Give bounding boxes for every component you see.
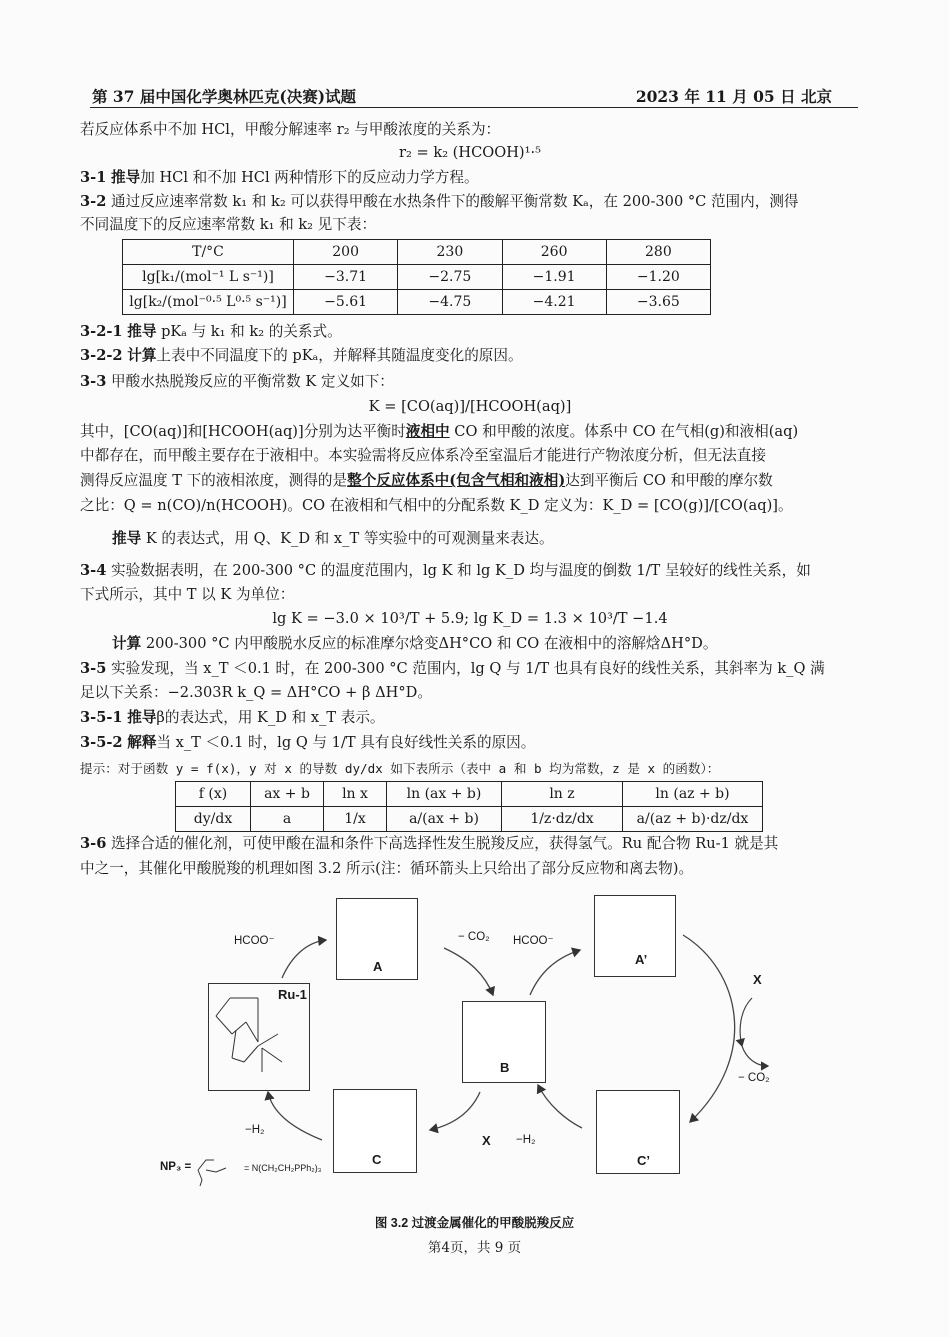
verb: 推导 bbox=[112, 530, 142, 547]
header-date: 2023 年 11 月 05 日 北京 bbox=[635, 87, 832, 106]
q32-num: 3-2 bbox=[80, 193, 107, 210]
text-span: K 的表达式，用 Q、K_D 和 x_T 等实验中的可观测量来表达。 bbox=[141, 530, 554, 547]
q321-verb: 推导 bbox=[127, 323, 157, 340]
hcoo-left-label: HCOO⁻ bbox=[234, 935, 275, 947]
equation-K: K = [CO(aq)]/[HCOOH(aq)] bbox=[368, 398, 572, 415]
q33-body-line4: 之比：Q = n(CO)/n(HCOOH)。CO 在液相和气相中的分配系数 K_D 定义为：K_D = [CO(g)]/[CO(aq)]。 bbox=[80, 497, 793, 514]
table-cell: a bbox=[251, 807, 324, 832]
page-footer: 第4页，共 9 页 bbox=[427, 1240, 522, 1256]
figure-caption: 图 3.2 过渡金属催化的甲酸脱羧反应 bbox=[374, 1216, 575, 1230]
text-span: 达到平衡后 CO 和甲酸的摩尔数 bbox=[565, 472, 773, 489]
q321-num: 3-2-1 bbox=[80, 323, 123, 340]
table-cell: ln z bbox=[502, 782, 623, 807]
q33-text: 甲酸水热脱羧反应的平衡常数 K 定义如下： bbox=[111, 373, 394, 390]
table-cell: f (x) bbox=[176, 782, 251, 807]
hint-line: 提示：对于函数 y = f(x)，y 对 x 的导数 dy/dx 如下表所示（表中 a 和 b 均为常数，z 是 x 的函数）： bbox=[80, 761, 720, 776]
intermediate-box-a-prime bbox=[594, 895, 676, 977]
minus-h2-left-label: −H₂ bbox=[245, 1124, 265, 1136]
arrow-co2-out-right bbox=[742, 1046, 768, 1066]
table-cell: ln x bbox=[324, 782, 387, 807]
header-title: 第 37 届中国化学奥林匹克(决赛)试题 bbox=[92, 87, 357, 106]
q322-text: 上表中不同温度下的 pKₐ，并解释其随温度变化的原因。 bbox=[156, 347, 523, 364]
table-cell: −4.75 bbox=[398, 290, 502, 315]
q32-line2: 不同温度下的反应速率常数 k₁ 和 k₂ 见下表： bbox=[80, 216, 377, 233]
arrow-a-to-b bbox=[444, 948, 493, 995]
box-label: B bbox=[500, 1060, 510, 1075]
q34-text1: 实验数据表明，在 200-300 °C 的温度范围内，lg K 和 lg K_D 均与温度的倒数 1/T 呈较好的线性关系，如 bbox=[111, 562, 811, 579]
q31-text: 加 HCl 和不加 HCl 两种情形下的反应动力学方程。 bbox=[140, 169, 479, 186]
q321-text: pKₐ 与 k₁ 和 k₂ 的关系式。 bbox=[161, 323, 342, 340]
table-cell: 230 bbox=[398, 240, 502, 265]
np3-formula: = N(CH₂CH₂PPh₂)₃ bbox=[244, 1163, 322, 1173]
hcoo-right-label: HCOO⁻ bbox=[513, 935, 554, 947]
arrow-ru1-to-a bbox=[282, 940, 326, 978]
q34-line2: 下式所示，其中 T 以 K 为单位： bbox=[80, 586, 295, 603]
intermediate-box-a bbox=[336, 898, 418, 980]
arrow-b-to-a-prime bbox=[530, 950, 580, 995]
q36-line2: 中之一，其催化甲酸脱羧的机理如图 3.2 所示(注：循环箭头上只给出了部分反应物和离去物)。 bbox=[80, 860, 694, 877]
box-label: C’ bbox=[637, 1153, 650, 1168]
arrow-b-to-c bbox=[430, 1092, 480, 1130]
table-cell: 1/x bbox=[324, 807, 387, 832]
intermediate-box-b bbox=[462, 1001, 546, 1083]
table-cell: 280 bbox=[606, 240, 710, 265]
q31-num: 3-1 bbox=[80, 169, 107, 186]
text-span: 测得反应温度 T 下的液相浓度，测得的是 bbox=[80, 472, 348, 489]
q36-num: 3-6 bbox=[80, 835, 107, 852]
x-right-label: X bbox=[753, 972, 762, 987]
table-cell: 200 bbox=[294, 240, 398, 265]
table-cell: lg[k₂/(mol⁻⁰·⁵ L⁰·⁵ s⁻¹)] bbox=[123, 290, 294, 315]
table-cell: −3.65 bbox=[606, 290, 710, 315]
q351-text: β的表达式，用 K_D 和 x_T 表示。 bbox=[156, 709, 385, 726]
box-label: C bbox=[372, 1152, 382, 1167]
q35-text1: 实验发现，当 x_T ＜0.1 时，在 200-300 °C 范围内，lg Q 与 1/T 也具有良好的线性关系，其斜率为 k_Q 满 bbox=[111, 660, 825, 677]
q322-verb: 计算 bbox=[127, 347, 157, 364]
q32-text1: 通过反应速率常数 k₁ 和 k₂ 可以获得甲酸在水热条件下的酸解平衡常数 Kₐ，在 200-300 °C 范围内，测得 bbox=[111, 193, 799, 210]
minus-co2-top-label: − CO₂ bbox=[458, 931, 490, 943]
table-cell: ax + b bbox=[251, 782, 324, 807]
minus-h2-bottom-label: −H₂ bbox=[516, 1134, 536, 1146]
q352-num: 3-5-2 bbox=[80, 734, 123, 751]
table-cell: ln (ax + b) bbox=[387, 782, 502, 807]
arrow-c-prime-to-b bbox=[538, 1085, 582, 1128]
arrow-x-in-right bbox=[740, 998, 752, 1046]
ru1-box bbox=[208, 983, 310, 1091]
underlined-text: 液相中 bbox=[405, 423, 450, 440]
arrow-a-prime-to-c-prime bbox=[683, 935, 735, 1122]
text-span: 其中，[CO(aq)]和[HCOOH(aq)]分别为达平衡时 bbox=[80, 423, 406, 440]
q352-text: 当 x_T ＜0.1 时，lg Q 与 1/T 具有良好线性关系的原因。 bbox=[156, 734, 536, 751]
table-cell: 260 bbox=[502, 240, 606, 265]
table-cell: −1.20 bbox=[606, 265, 710, 290]
q35-num: 3-5 bbox=[80, 660, 107, 677]
box-label: A’ bbox=[635, 952, 648, 967]
q34-equation: lg K = −3.0 × 10³/T + 5.9; lg K_D = 1.3 × 10³/T −1.4 bbox=[272, 610, 668, 627]
q351-num: 3-5-1 bbox=[80, 709, 123, 726]
q351-verb: 推导 bbox=[127, 709, 157, 726]
q33-body-line2: 中都存在，而甲酸主要存在于液相中。本实验需将反应体系冷至室温后才能进行产物浓度分析，但无法直接 bbox=[80, 447, 766, 464]
table-cell: a/(az + b)·dz/dx bbox=[623, 807, 763, 832]
table-cell: 1/z·dz/dx bbox=[502, 807, 623, 832]
table-cell: −3.71 bbox=[294, 265, 398, 290]
table-cell: −2.75 bbox=[398, 265, 502, 290]
table-cell: T/°C bbox=[123, 240, 294, 265]
intermediate-box-c bbox=[333, 1089, 417, 1173]
underlined-text: 整个反应体系中(包含气相和液相) bbox=[347, 472, 566, 489]
q36-text1: 选择合适的催化剂，可使甲酸在温和条件下高选择性发生脱羧反应，获得氢气。Ru 配合物 Ru-1 就是其 bbox=[111, 835, 779, 852]
box-label: A bbox=[373, 959, 383, 974]
text-span: CO 和甲酸的浓度。体系中 CO 在气相(g)和液相(aq) bbox=[449, 423, 799, 440]
table-cell: −1.91 bbox=[502, 265, 606, 290]
table-cell: lg[k₁/(mol⁻¹ L s⁻¹)] bbox=[123, 265, 294, 290]
x-bottom-label: X bbox=[482, 1133, 491, 1148]
minus-co2-right-label: − CO₂ bbox=[738, 1072, 770, 1084]
q31-verb: 推导 bbox=[111, 169, 141, 186]
q35-line2: 足以下关系：−2.303R k_Q = ΔH°CO + β ΔH°D。 bbox=[80, 684, 432, 701]
table-cell: −5.61 bbox=[294, 290, 398, 315]
intermediate-box-c-prime bbox=[596, 1090, 680, 1174]
np3-structure-icon bbox=[192, 1150, 240, 1190]
ru1-label: Ru-1 bbox=[278, 987, 307, 1002]
text-span: 200-300 °C 内甲酸脱水反应的标准摩尔焓变ΔH°CO 和 CO 在液相中的溶解焓ΔH°D。 bbox=[141, 635, 718, 652]
table-cell: dy/dx bbox=[176, 807, 251, 832]
np3-label: NP₃ = bbox=[160, 1161, 192, 1173]
q33-num: 3-3 bbox=[80, 373, 107, 390]
intro-line: 若反应体系中不加 HCl，甲酸分解速率 r₂ 与甲酸浓度的关系为： bbox=[80, 121, 501, 138]
verb: 计算 bbox=[112, 635, 142, 652]
q34-num: 3-4 bbox=[80, 562, 107, 579]
q322-num: 3-2-2 bbox=[80, 347, 123, 364]
q352-verb: 解释 bbox=[127, 734, 157, 751]
equation-r2: r₂ = k₂ (HCOOH)¹·⁵ bbox=[399, 144, 541, 161]
arrow-c-to-ru1 bbox=[268, 1092, 322, 1140]
table-cell: ln (az + b) bbox=[623, 782, 763, 807]
table-cell: a/(ax + b) bbox=[387, 807, 502, 832]
table-cell: −4.21 bbox=[502, 290, 606, 315]
